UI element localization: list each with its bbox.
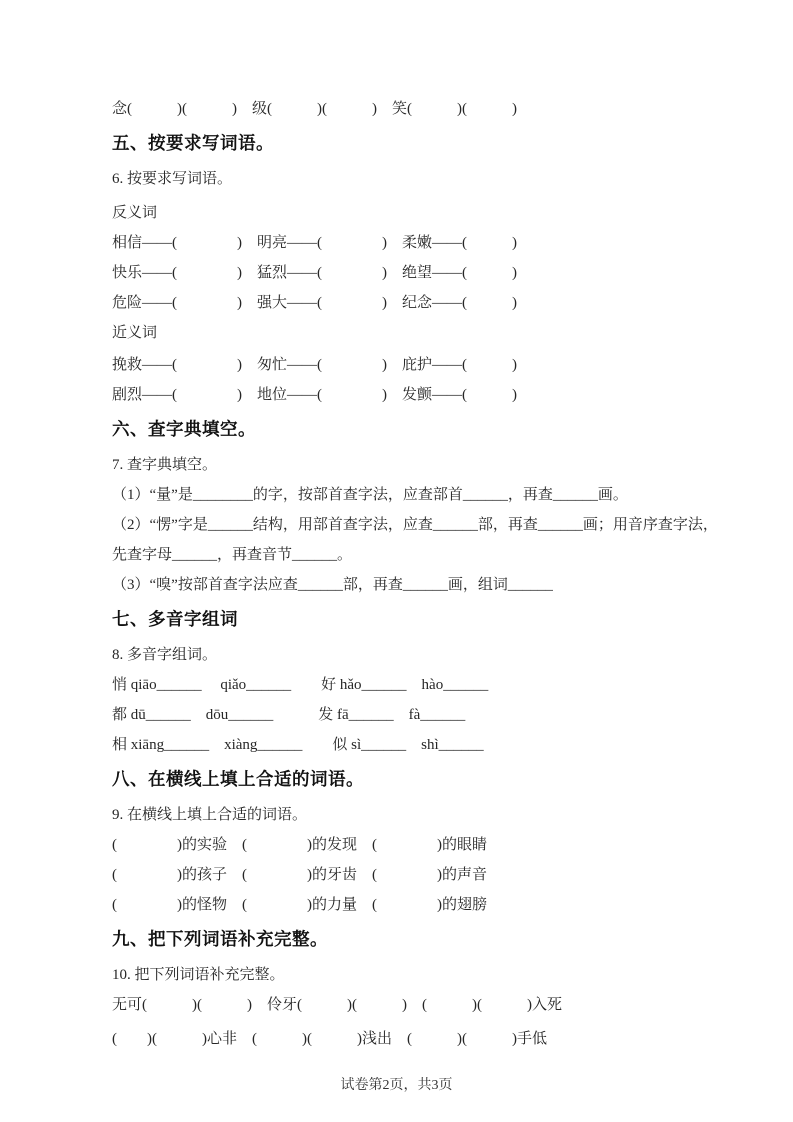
section-5-heading: 五、按要求写词语。 [112, 133, 274, 153]
polyphone-row: 悄 qiāo______ qiǎo______ 好 hǎo______ hào______ [112, 677, 489, 693]
dictionary-item-line: 先查字母______，再查音节______。 [112, 547, 353, 563]
synonym-row: 挽救——( ) 匆忙——( ) 庇护——( ) [112, 357, 517, 373]
phrase-fill-row: ( )的怪物 ( )的力量 ( )的翅膀 [112, 897, 487, 913]
dictionary-item-line: （3）“嗅”按部首查字法应查______部，再查______画，组词______ [112, 577, 553, 593]
fill-blank-line-nian-ji-xiao: 念( )( ) 级( )( ) 笑( )( ) [112, 101, 517, 117]
section-9-heading: 九、把下列词语补充完整。 [112, 929, 328, 949]
dictionary-item-line: （1）“量”是________的字，按部首查字法，应查部首______，再查______画。 [112, 487, 628, 503]
section-6-heading: 六、查字典填空。 [112, 419, 256, 439]
question-6: 6. 按要求写词语。 [112, 171, 233, 187]
phrase-fill-row: ( )的实验 ( )的发现 ( )的眼睛 [112, 837, 487, 853]
idiom-fill-row: 无可( )( ) 伶牙( )( ) ( )( )入死 [112, 997, 562, 1013]
question-9: 9. 在横线上填上合适的词语。 [112, 807, 308, 823]
antonym-label: 反义词 [112, 205, 158, 221]
synonym-label: 近义词 [112, 325, 158, 341]
phrase-fill-row: ( )的孩子 ( )的牙齿 ( )的声音 [112, 867, 487, 883]
page-footer: 试卷第2页，共3页 [340, 1078, 453, 1093]
section-8-heading: 八、在横线上填上合适的词语。 [112, 769, 364, 789]
antonym-row: 快乐——( ) 猛烈——( ) 绝望——( ) [112, 265, 517, 281]
antonym-row: 危险——( ) 强大——( ) 纪念——( ) [112, 295, 517, 311]
polyphone-row: 都 dū______ dōu______ 发 fā______ fà______ [112, 707, 466, 723]
question-8: 8. 多音字组词。 [112, 647, 218, 663]
antonym-row: 相信——( ) 明亮——( ) 柔嫩——( ) [112, 235, 517, 251]
question-10: 10. 把下列词语补充完整。 [112, 967, 285, 983]
dictionary-item-line: （2）“愣”字是______结构，用部首查字法，应查______部，再查______画；用音序查字法， [112, 517, 718, 533]
idiom-fill-row: ( )( )心非 ( )( )浅出 ( )( )手低 [112, 1031, 547, 1047]
question-7: 7. 查字典填空。 [112, 457, 218, 473]
polyphone-row: 相 xiāng______ xiàng______ 似 sì______ shì______ [112, 737, 484, 753]
synonym-row: 剧烈——( ) 地位——( ) 发颤——( ) [112, 387, 517, 403]
section-7-heading: 七、多音字组词 [112, 609, 238, 629]
